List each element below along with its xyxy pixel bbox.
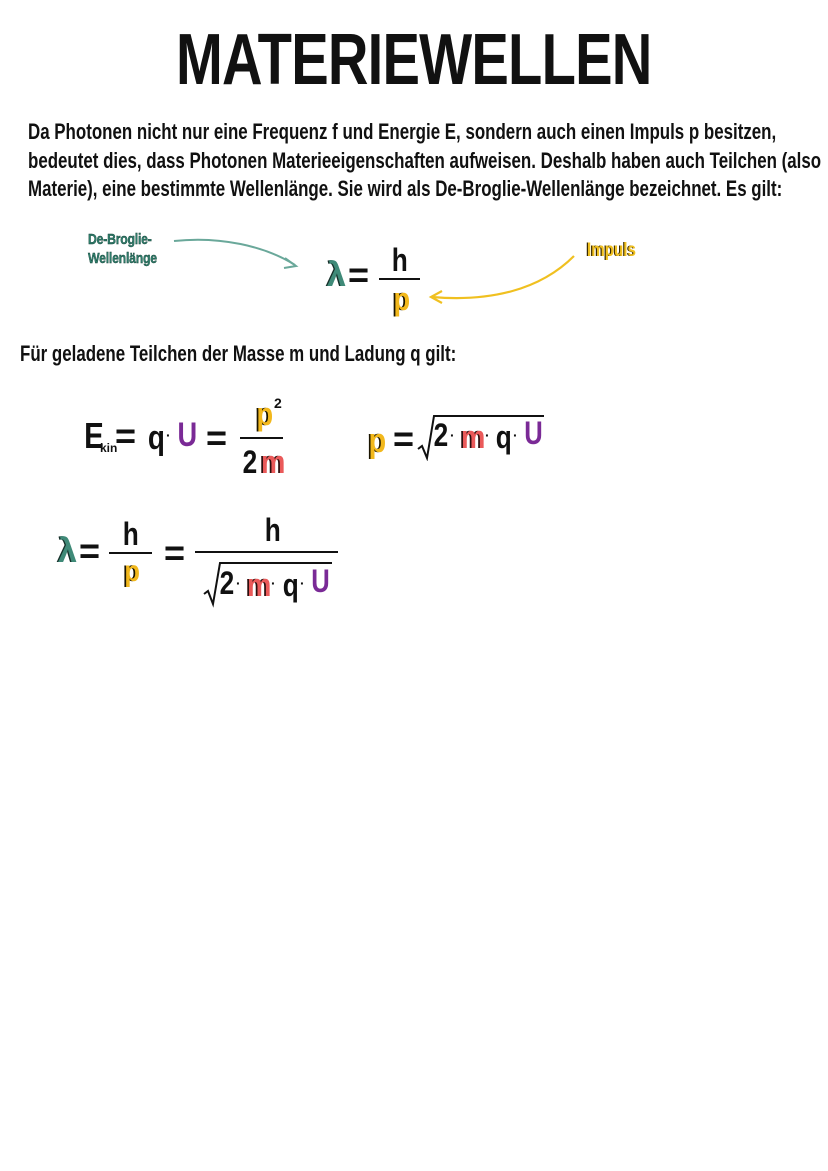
charge-q: q	[282, 567, 299, 603]
momentum-p: p	[124, 555, 140, 588]
charge-q: q	[147, 419, 165, 457]
lambda-symbol: λ	[58, 532, 77, 570]
mass-m: m	[261, 444, 286, 480]
lambda-symbol: λ	[327, 256, 346, 294]
multiply-dot: ·	[271, 575, 276, 591]
annotation-arrows	[0, 0, 828, 400]
charge-q: q	[495, 419, 512, 455]
intro-line: bedeutet dies, dass Photonen Materieeigenschaften aufweisen. Deshalb haben auch Teilchen (also	[28, 147, 822, 173]
voltage-U: U	[524, 415, 543, 451]
number-2: 2	[242, 444, 258, 480]
voltage-U: U	[177, 416, 198, 454]
impuls-label: Impuls	[587, 240, 636, 261]
momentum-p: p	[368, 422, 387, 460]
multiply-dot: ·	[485, 427, 490, 443]
de-broglie-label-line1: De-Broglie-	[88, 231, 152, 248]
planck-h: h	[264, 512, 281, 548]
equals-sign: =	[206, 417, 228, 458]
equals-sign: =	[348, 254, 370, 295]
momentum-p: p	[256, 396, 274, 432]
multiply-dot: ·	[236, 575, 241, 591]
de-broglie-label-line2: Wellenlänge	[88, 250, 157, 267]
equals-sign: =	[115, 415, 137, 456]
energy-E: E	[84, 415, 104, 456]
equals-sign: =	[79, 530, 101, 571]
multiply-dot: ·	[166, 427, 171, 443]
equals-sign: =	[164, 532, 186, 573]
momentum-p: p	[393, 281, 411, 317]
mass-m: m	[247, 567, 272, 603]
arrow-debroglie-icon	[174, 240, 296, 268]
multiply-dot: ·	[450, 427, 455, 443]
intro-line: Materie), eine bestimmte Wellenlänge. Sie wird als De-Broglie-Wellenlänge bezeichnet. Es gilt:	[28, 176, 783, 201]
equals-sign: =	[393, 418, 415, 459]
de-broglie-label	[88, 230, 157, 268]
number-2: 2	[219, 565, 235, 601]
multiply-dot: ·	[513, 427, 518, 443]
mass-m: m	[461, 419, 486, 455]
intro-line: Da Photonen nicht nur eine Frequenz f und Energie E, sondern auch einen Impuls p besitzen,	[28, 119, 777, 144]
planck-h: h	[122, 516, 139, 552]
fraction-bar	[240, 437, 283, 439]
arrow-impuls-icon	[431, 256, 574, 303]
fraction-bar	[379, 278, 420, 280]
energy-subscript: kin	[100, 441, 118, 455]
number-2: 2	[433, 417, 449, 453]
page-title-text: MATERIEWELLEN	[176, 20, 652, 100]
exponent-2: 2	[274, 395, 282, 411]
fraction-bar	[195, 551, 338, 553]
sub-heading: Für geladene Teilchen der Masse m und Ladung q gilt:	[20, 341, 457, 366]
voltage-U: U	[311, 563, 330, 599]
planck-h: h	[391, 242, 408, 278]
fraction-bar	[109, 552, 152, 554]
multiply-dot: ·	[300, 575, 305, 591]
